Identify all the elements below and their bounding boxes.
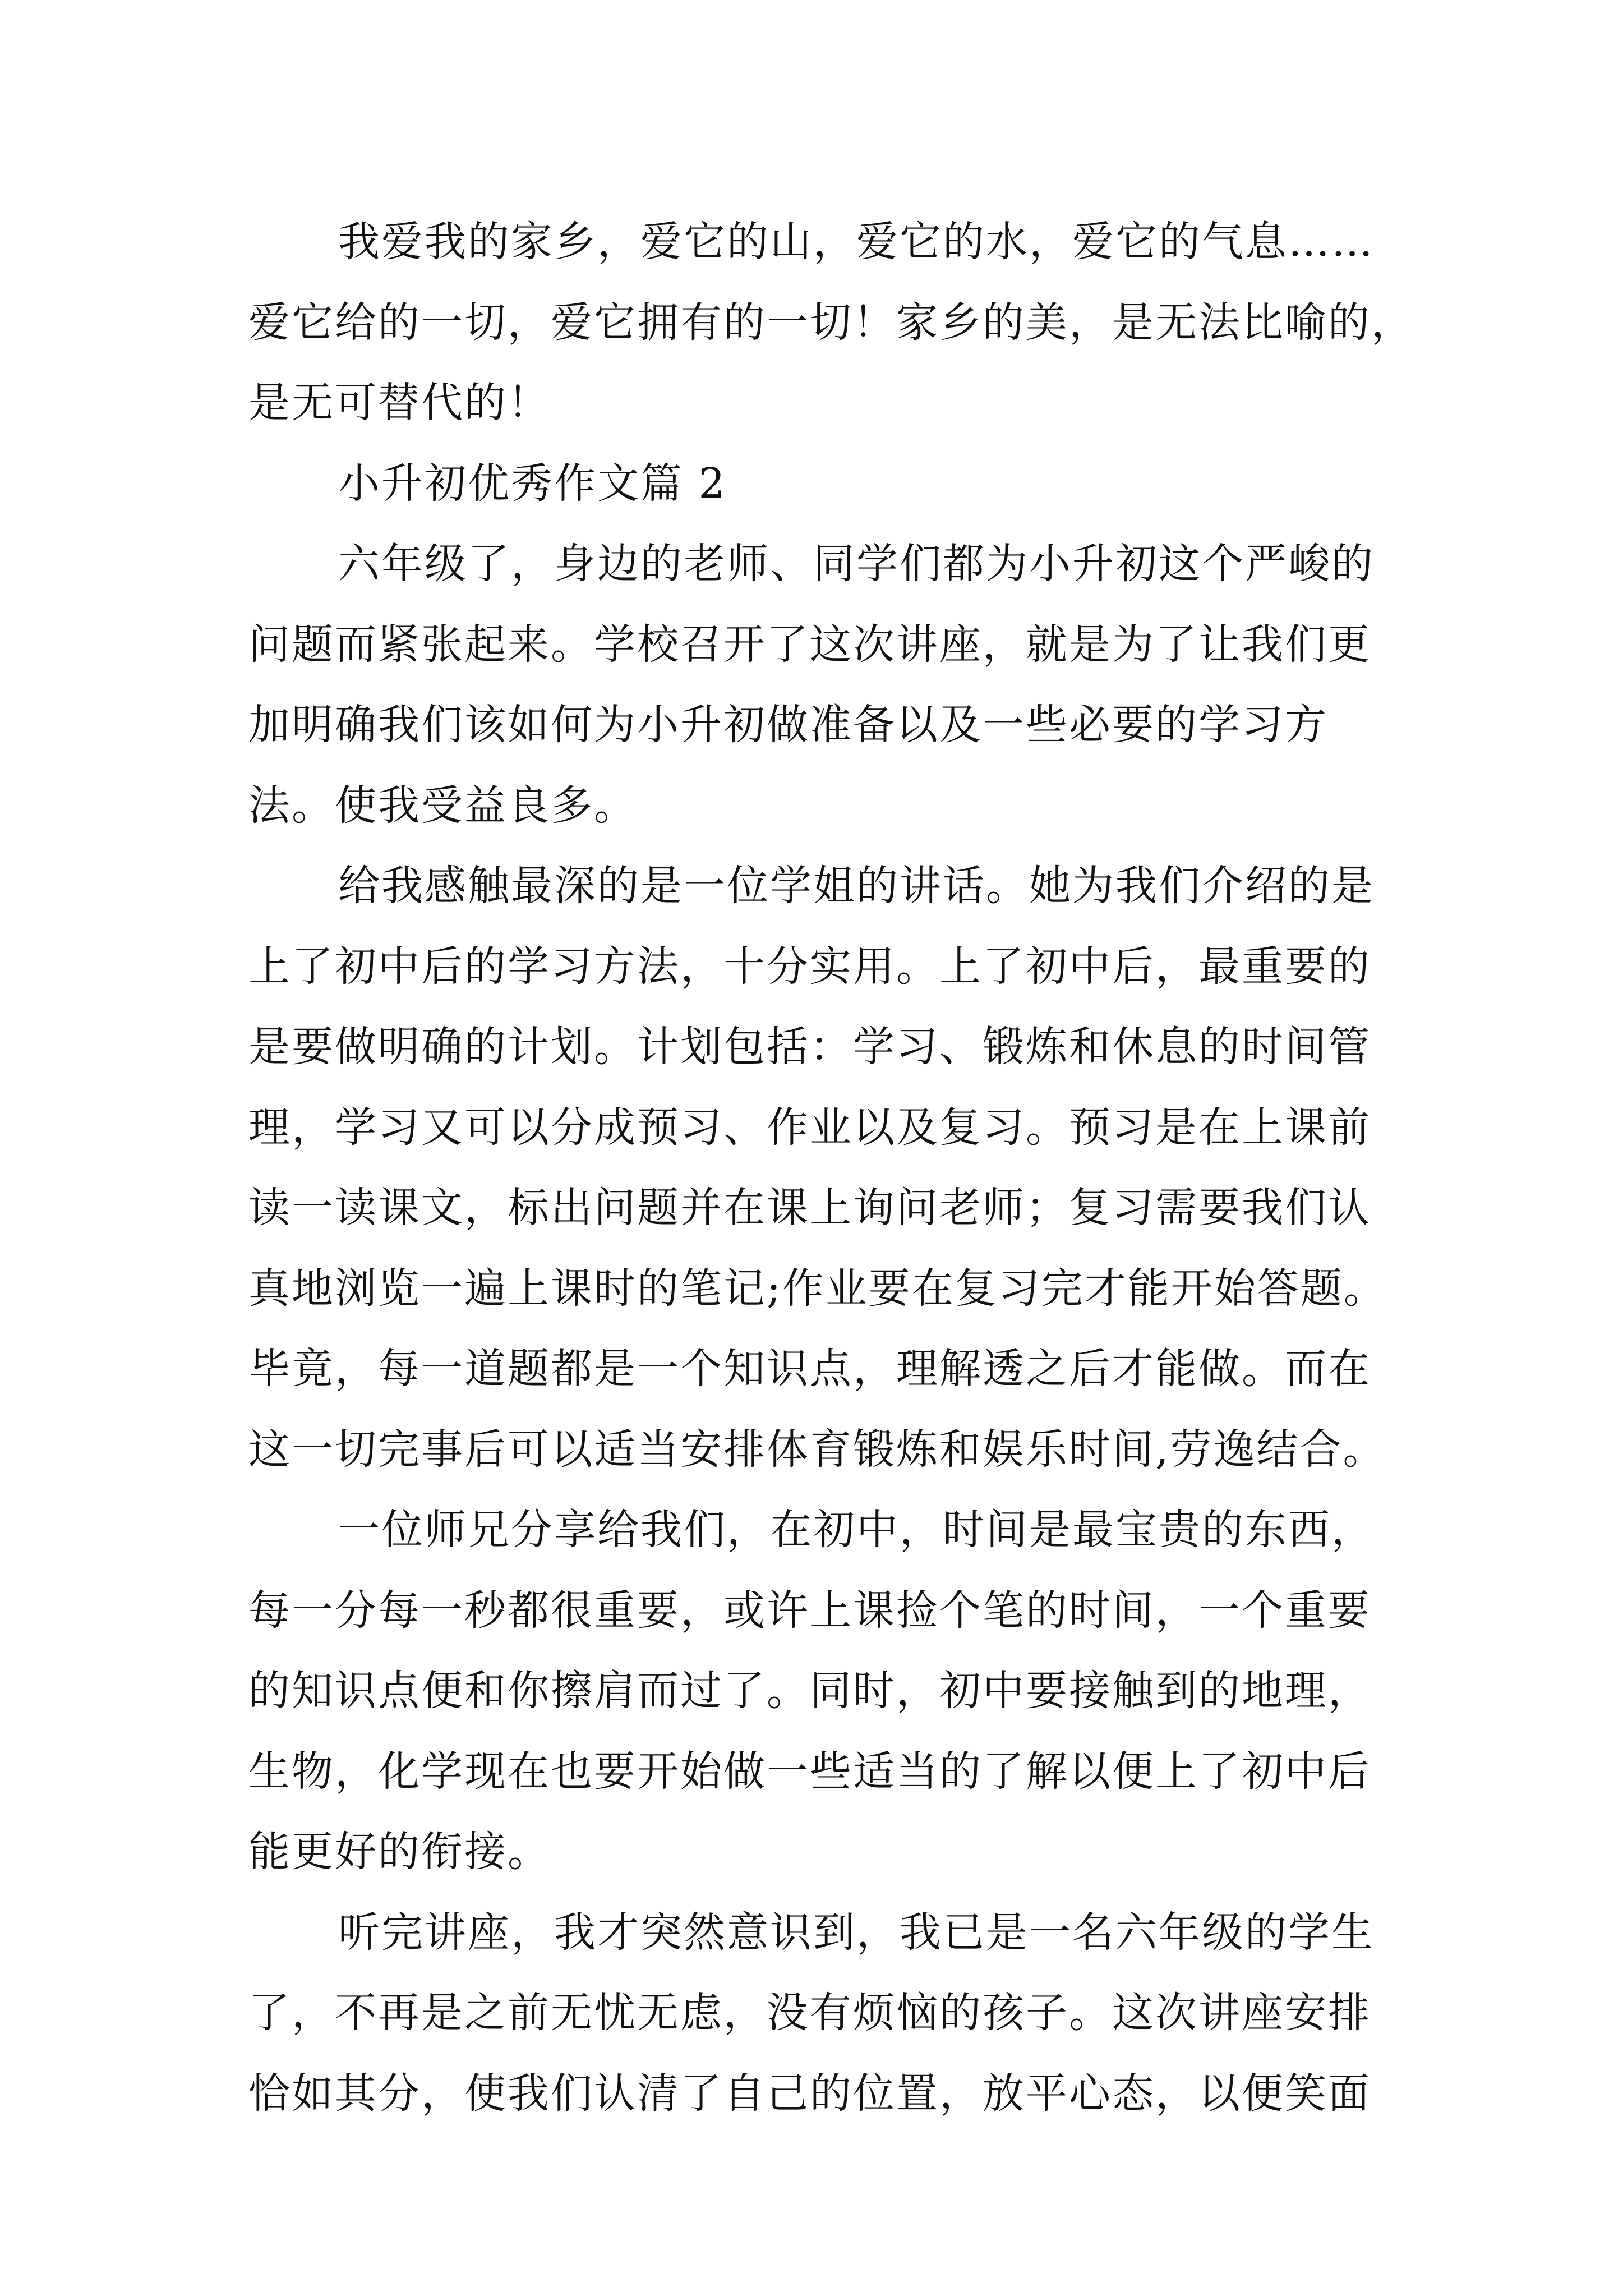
text-line: 这一切完事后可以适当安排体育锻炼和娱乐时间,劳逸结合。 <box>248 1425 1386 1474</box>
text-line: 的知识点便和你擦肩而过了。同时，初中要接触到的地理， <box>248 1667 1371 1715</box>
text-line: 读一读课文，标出问题并在课上询问老师；复习需要我们认 <box>248 1184 1371 1232</box>
text-line: 了，不再是之前无忧无虑，没有烦恼的孩子。这次讲座安排 <box>248 1989 1371 2037</box>
text-line: 能更好的衔接。 <box>248 1828 551 1876</box>
text-line: 生物，化学现在也要开始做一些适当的了解以便上了初中后 <box>248 1747 1371 1796</box>
text-line: 是要做明确的计划。计划包括：学习、锻炼和休息的时间管 <box>248 1023 1371 1071</box>
text-line: 给我感触最深的是一位学姐的讲话。她为我们介绍的是 <box>338 862 1375 910</box>
text-line: 每一分每一秒都很重要，或许上课捡个笔的时间，一个重要 <box>248 1586 1371 1635</box>
text-line: 听完讲座，我才突然意识到，我已是一名六年级的学生 <box>338 1908 1375 1957</box>
text-line: 毕竟，每一道题都是一个知识点，理解透之后才能做。而在 <box>248 1345 1371 1393</box>
text-line: 法。使我受益良多。 <box>248 781 637 830</box>
text-line: 问题而紧张起来。学校召开了这次讲座，就是为了让我们更 <box>248 620 1371 669</box>
text-line: 上了初中后的学习方法，十分实用。上了初中后，最重要的 <box>248 942 1371 991</box>
text-line: 我爱我的家乡，爱它的山，爱它的水，爱它的气息…… <box>338 218 1375 266</box>
text-line: 理，学习又可以分成预习、作业以及复习。预习是在上课前 <box>248 1103 1371 1152</box>
text-line: 一位师兄分享给我们，在初中，时间是最宝贵的东西， <box>338 1506 1375 1554</box>
section-heading: 小升初优秀作文篇 2 <box>338 459 727 508</box>
text-line: 恰如其分，使我们认清了自己的位置，放平心态，以便笑面 <box>248 2069 1371 2118</box>
text-line: 爱它给的一切，爱它拥有的一切！家乡的美，是无法比喻的， <box>248 298 1414 347</box>
text-line: 是无可替代的！ <box>248 379 551 427</box>
document-body <box>248 202 1414 2134</box>
text-line: 加明确我们该如何为小升初做准备以及一些必要的学习方 <box>248 701 1328 749</box>
text-line: 真地浏览一遍上课时的笔记;作业要在复习完才能开始答题。 <box>248 1264 1387 1313</box>
text-line: 六年级了，身边的老师、同学们都为小升初这个严峻的 <box>338 540 1375 588</box>
